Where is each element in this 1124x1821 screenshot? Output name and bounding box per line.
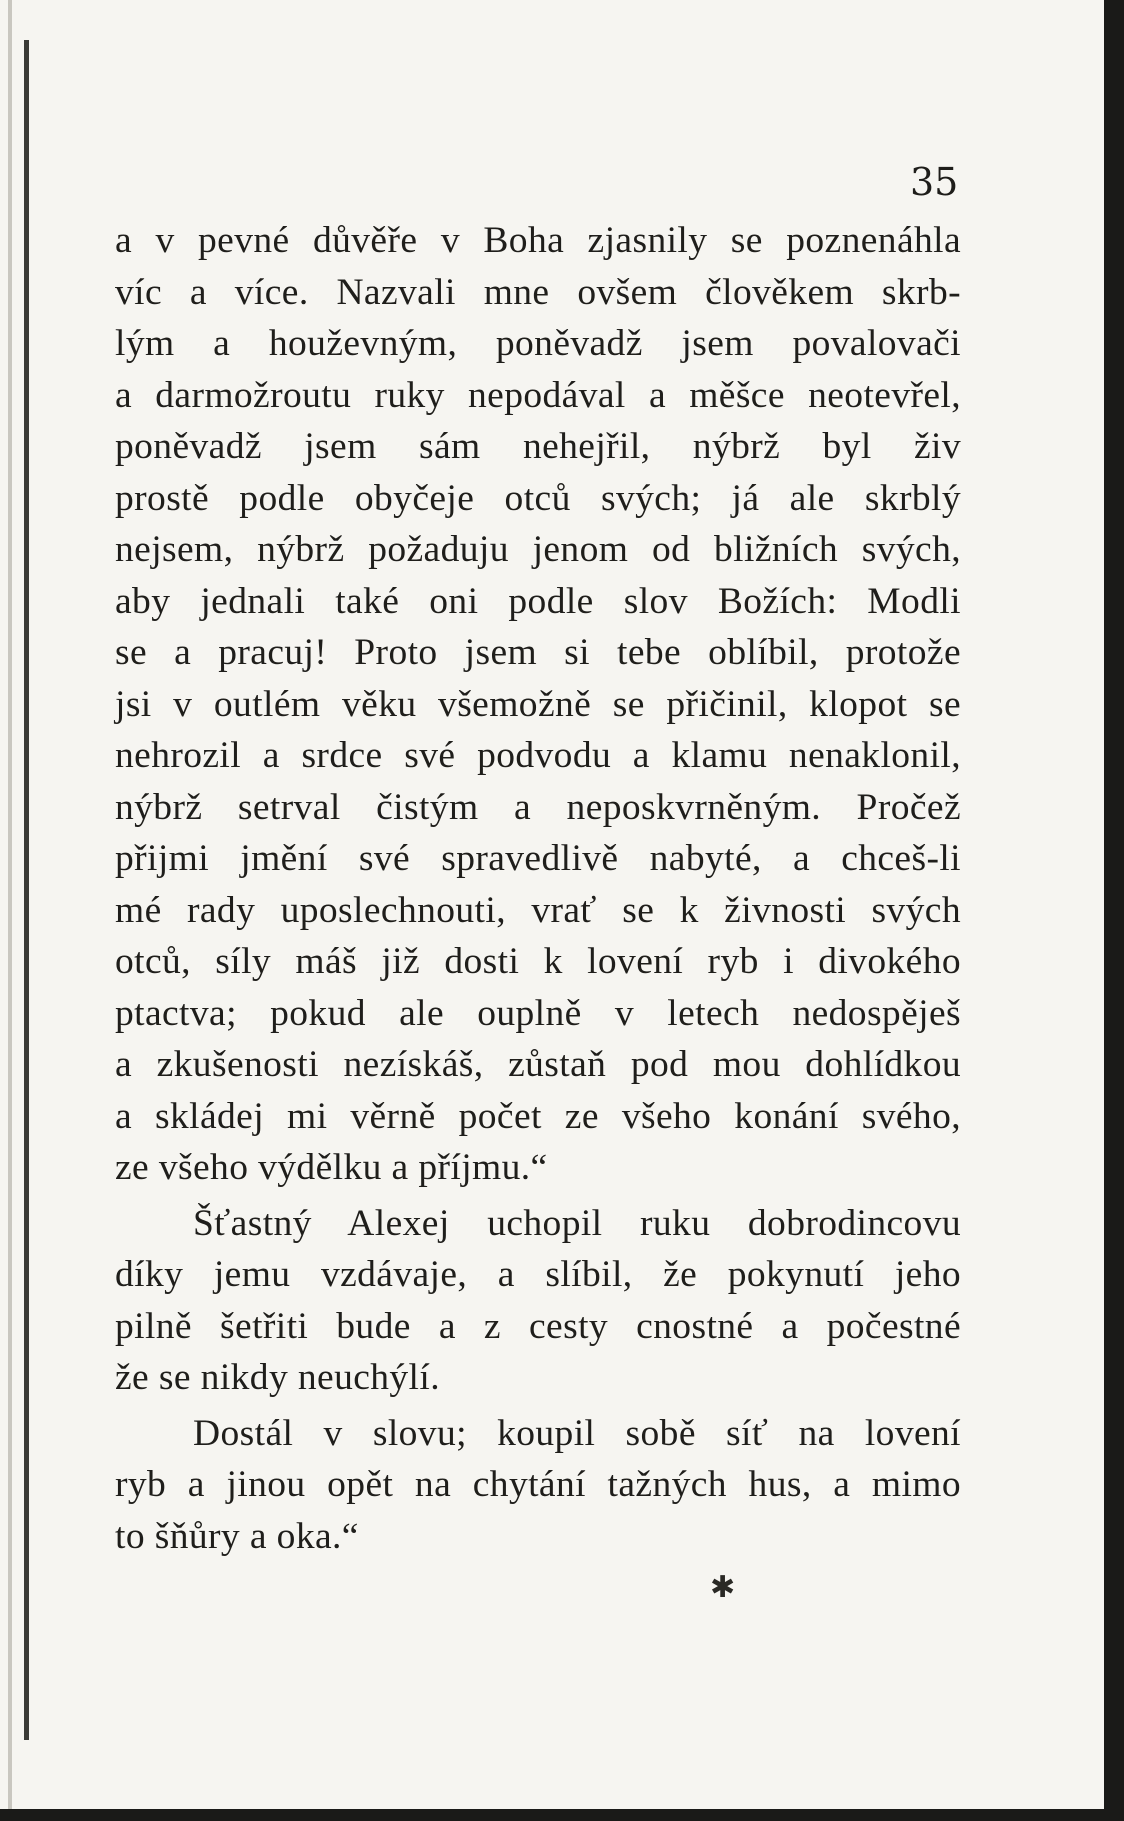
scan-background-right (1104, 0, 1124, 1812)
text-line: ptactva; pokud ale ouplně v letech nedospěješ (115, 992, 961, 1034)
text-line: díky jemu vzdávaje, a slíbil, že pokynutí jeho (115, 1254, 961, 1295)
text-line: a zkušenosti nezískáš, zůstaň pod mou dohlídkou (115, 1044, 961, 1085)
text-line: aby jednali také oni podle slov Božích: Modli (115, 580, 961, 622)
text-line: lým a houževným, poněvadž jsem povalovači (115, 323, 961, 364)
text-line: otců, síly máš již dosti k lovení ryb i divokého (115, 941, 961, 982)
text-line: že se nikdy neuchýlí. (115, 1357, 440, 1398)
paragraph-2 (115, 1198, 961, 1404)
text-line: mé rady uposlechnouti, vrať se k živnosti svých (115, 889, 961, 931)
text-line: nýbrž setrval čistým a neposkvrněným. Pročež (115, 786, 961, 828)
text-line: prostě podle obyčeje otců svých; já ale skrblý (115, 477, 961, 519)
scan-background-bottom (0, 1809, 1124, 1821)
section-ornament-icon: ✱ (710, 1570, 736, 1605)
text-line: poněvadž jsem sám nehejřil, nýbrž byl živ (115, 426, 961, 467)
text-line: Dostál v slovu; koupil sobě síť na lovení (193, 1412, 961, 1454)
text-line: nejsem, nýbrž požaduju jenom od bližních svých, (115, 529, 961, 570)
text-line: to šňůry a oka.“ (115, 1515, 359, 1557)
paragraph-3 (115, 1408, 961, 1563)
text-line: nehrozil a srdce své podvodu a klamu nenaklonil, (115, 735, 961, 776)
body-text (115, 215, 961, 1562)
page-gutter-line (24, 40, 29, 1740)
text-line: přijmi jmění své spravedlivě nabyté, a chceš-li (115, 838, 961, 879)
page-number: 35 (910, 160, 959, 204)
text-line: jsi v outlém věku všemožně se přičinil, klopot se (115, 683, 961, 725)
text-line: a skládej mi věrně počet ze všeho konání svého, (115, 1095, 961, 1137)
page-binding-edge (8, 0, 12, 1812)
text-line: víc a více. Nazvali mne ovšem člověkem skrb- (115, 271, 961, 313)
text-line: pilně šetřiti bude a z cesty cnostné a počestné (115, 1305, 961, 1347)
text-line: ze všeho výdělku a příjmu.“ (115, 1147, 548, 1188)
text-line: a darmožroutu ruky nepodával a měšce neotevřel, (115, 374, 961, 416)
paragraph-1 (115, 215, 961, 1194)
text-line: se a pracuj! Proto jsem si tebe oblíbil, protože (115, 632, 961, 673)
text-line: ryb a jinou opět na chytání tažných hus, a mimo (115, 1464, 961, 1505)
text-line: a v pevné důvěře v Boha zjasnily se poznenáhla (115, 220, 961, 261)
text-line: Šťastný Alexej uchopil ruku dobrodincovu (193, 1202, 961, 1244)
